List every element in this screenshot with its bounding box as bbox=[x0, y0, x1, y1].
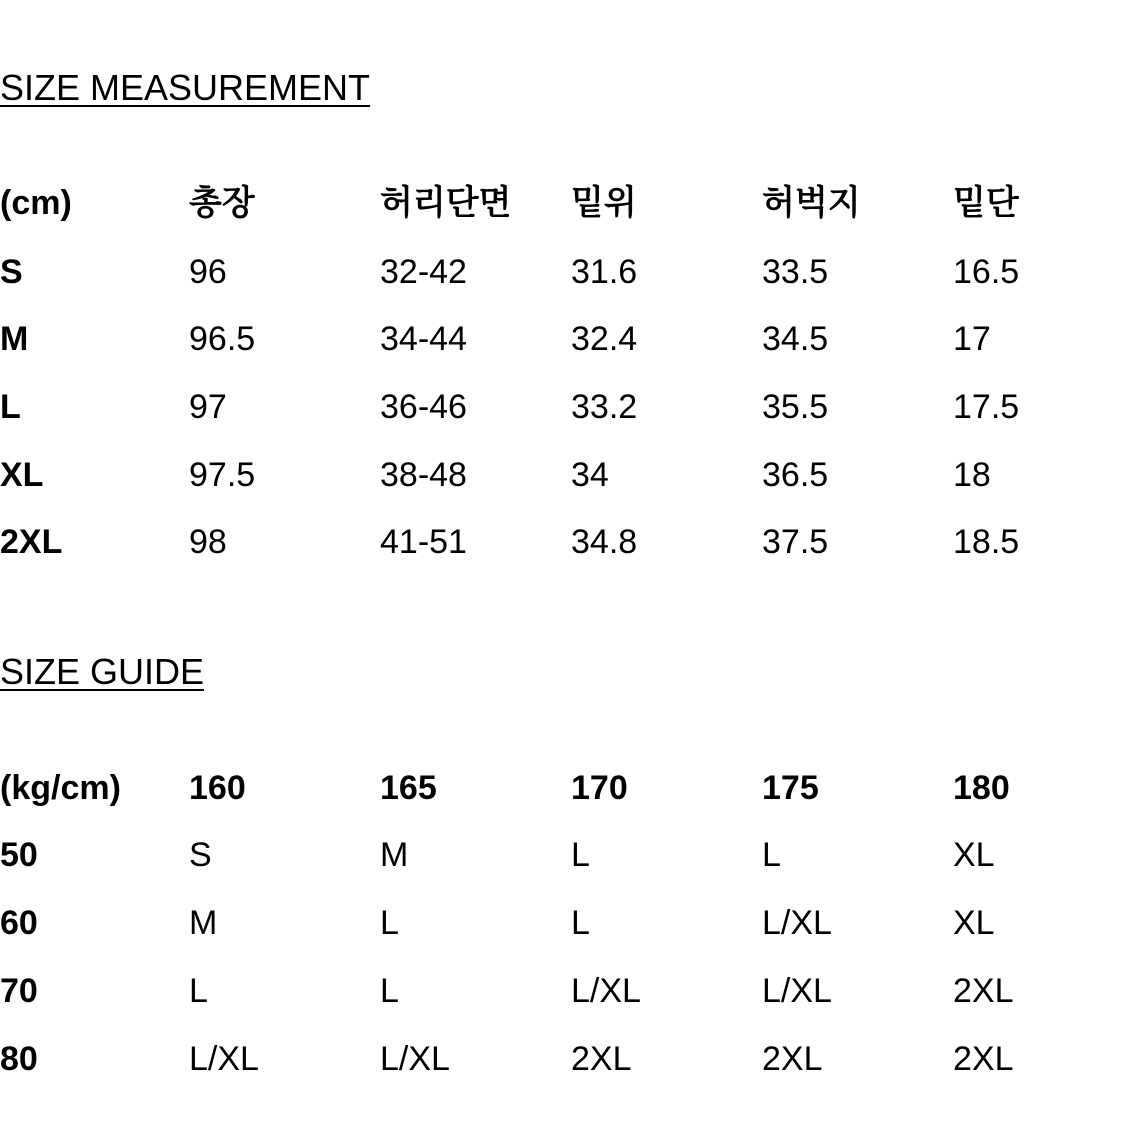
row-label: 50 bbox=[0, 836, 38, 874]
table-cell: 32-42 bbox=[380, 253, 467, 291]
column-header: 허리단면 bbox=[380, 184, 512, 222]
table-cell: L/XL bbox=[762, 904, 832, 942]
table-cell: 16.5 bbox=[953, 253, 1020, 291]
table-cell: 2XL bbox=[953, 972, 1014, 1010]
table-cell: 33.2 bbox=[571, 388, 638, 426]
unit-label: (cm) bbox=[0, 184, 72, 222]
column-header: 180 bbox=[953, 769, 1010, 807]
size-measurement-title: SIZE MEASUREMENT bbox=[0, 67, 371, 108]
table-cell: L/XL bbox=[189, 1040, 259, 1078]
table-cell: L bbox=[571, 904, 590, 942]
table-cell: 37.5 bbox=[762, 523, 829, 561]
column-header: 165 bbox=[380, 769, 437, 807]
table-cell: 96.5 bbox=[189, 320, 256, 358]
table-cell: L bbox=[380, 972, 399, 1010]
table-cell: 34.8 bbox=[571, 523, 638, 561]
table-cell: 2XL bbox=[762, 1040, 823, 1078]
table-cell: 31.6 bbox=[571, 253, 638, 291]
table-cell: 38-48 bbox=[380, 456, 467, 494]
table-cell: 35.5 bbox=[762, 388, 829, 426]
unit-label: (kg/cm) bbox=[0, 769, 121, 807]
row-label: S bbox=[0, 253, 23, 291]
table-cell: L/XL bbox=[571, 972, 641, 1010]
table-cell: L bbox=[380, 904, 399, 942]
table-cell: L bbox=[189, 972, 208, 1010]
column-header: 총장 bbox=[189, 184, 255, 222]
table-cell: 98 bbox=[189, 523, 227, 561]
table-cell: 18 bbox=[953, 456, 991, 494]
column-header: 밑단 bbox=[953, 184, 1019, 222]
table-cell: XL bbox=[953, 904, 995, 942]
table-cell: M bbox=[380, 836, 409, 874]
column-header: 175 bbox=[762, 769, 819, 807]
column-header: 허벅지 bbox=[762, 184, 861, 222]
table-cell: 33.5 bbox=[762, 253, 829, 291]
table-cell: 32.4 bbox=[571, 320, 638, 358]
table-cell: 2XL bbox=[571, 1040, 632, 1078]
size-guide-title: SIZE GUIDE bbox=[0, 651, 205, 692]
row-label: 2XL bbox=[0, 523, 63, 561]
row-label: 80 bbox=[0, 1040, 38, 1078]
table-cell: L/XL bbox=[380, 1040, 450, 1078]
table-cell: 97.5 bbox=[189, 456, 256, 494]
table-cell: 17 bbox=[953, 320, 991, 358]
row-label: M bbox=[0, 320, 29, 358]
table-cell: 97 bbox=[189, 388, 227, 426]
table-cell: L bbox=[762, 836, 781, 874]
row-label: 70 bbox=[0, 972, 38, 1010]
table-cell: M bbox=[189, 904, 218, 942]
column-header: 밑위 bbox=[571, 184, 637, 222]
table-cell: 34-44 bbox=[380, 320, 467, 358]
column-header: 160 bbox=[189, 769, 246, 807]
table-cell: S bbox=[189, 836, 212, 874]
table-cell: 2XL bbox=[953, 1040, 1014, 1078]
table-cell: 36.5 bbox=[762, 456, 829, 494]
table-cell: 34.5 bbox=[762, 320, 829, 358]
table-cell: L bbox=[571, 836, 590, 874]
table-cell: XL bbox=[953, 836, 995, 874]
table-cell: 36-46 bbox=[380, 388, 467, 426]
row-label: 60 bbox=[0, 904, 38, 942]
table-cell: 96 bbox=[189, 253, 227, 291]
row-label: XL bbox=[0, 456, 44, 494]
table-cell: 41-51 bbox=[380, 523, 467, 561]
table-cell: 17.5 bbox=[953, 388, 1020, 426]
table-cell: L/XL bbox=[762, 972, 832, 1010]
column-header: 170 bbox=[571, 769, 628, 807]
row-label: L bbox=[0, 388, 21, 426]
table-cell: 34 bbox=[571, 456, 609, 494]
table-cell: 18.5 bbox=[953, 523, 1020, 561]
